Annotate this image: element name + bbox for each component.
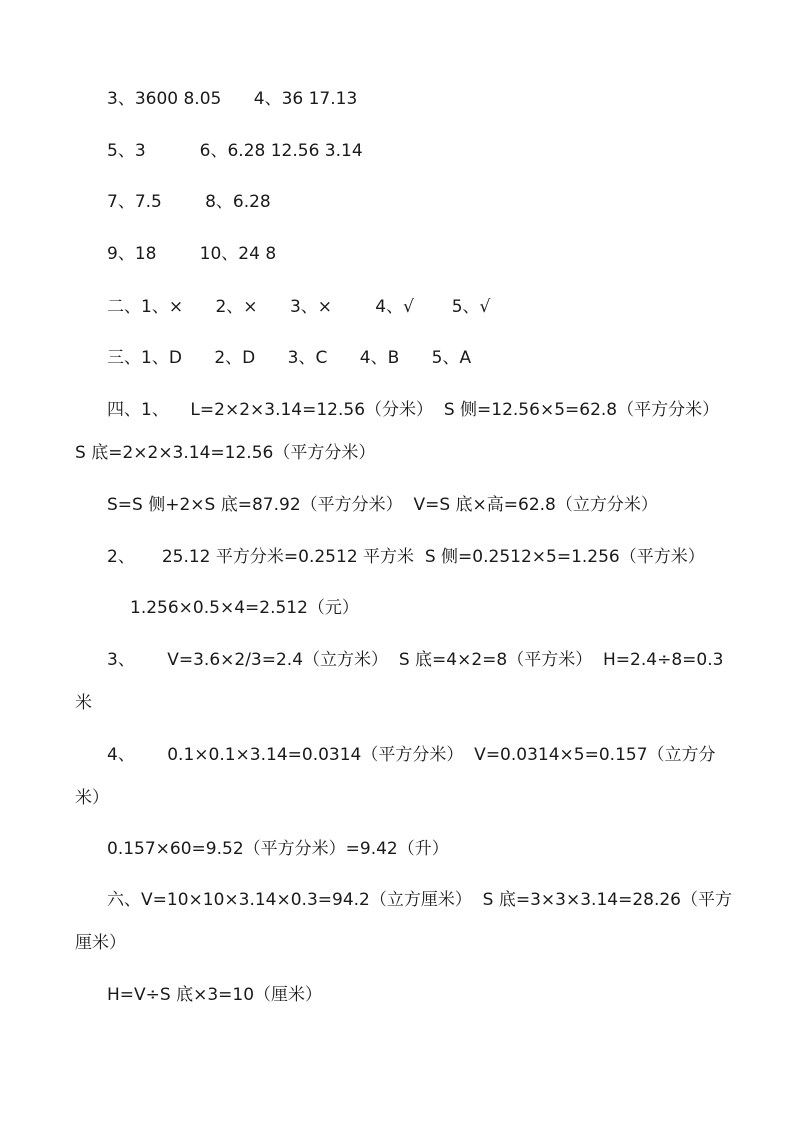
answer-line-17: 六、V=10×10×3.14×0.3=94.2（立方厘米） S 底=3×3×3.14=28.26（平方: [107, 890, 732, 910]
answer-line-1: 3、3600 8.05 4、36 17.13: [107, 89, 358, 109]
answer-line-5: 二、1、× 2、× 3、× 4、√ 5、√: [107, 297, 491, 317]
answer-line-4: 9、18 10、24 8: [107, 244, 277, 264]
answer-line-18: 厘米）: [75, 933, 126, 953]
answer-line-6: 三、1、D 2、D 3、C 4、B 5、A: [107, 348, 472, 368]
answer-line-19: H=V÷S 底×3=10（厘米）: [107, 985, 323, 1005]
answer-line-9: S=S 侧+2×S 底=87.92（平方分米） V=S 底×高=62.8（立方分米）: [107, 495, 658, 515]
answer-line-13: 米: [75, 693, 92, 713]
answer-line-10: 2、 25.12 平方分米=0.2512 平方米 S 侧=0.2512×5=1.256（平方米）: [107, 547, 705, 567]
answer-line-3: 7、7.5 8、6.28: [107, 192, 271, 212]
answer-line-14: 4、 0.1×0.1×3.14=0.0314（平方分米） V=0.0314×5=0.157（立方分: [107, 745, 716, 765]
answer-line-2: 5、3 6、6.28 12.56 3.14: [107, 141, 363, 161]
answer-line-7: 四、1、 L=2×2×3.14=12.56（分米） S 侧=12.56×5=62.8（平方分米）: [107, 400, 720, 420]
answer-line-11: 1.256×0.5×4=2.512（元）: [130, 598, 359, 618]
answer-line-12: 3、 V=3.6×2/3=2.4（立方米） S 底=4×2=8（平方米） H=2.4÷8=0.3: [107, 650, 724, 670]
answer-line-8: S 底=2×2×3.14=12.56（平方分米）: [75, 443, 376, 463]
answer-line-16: 0.157×60=9.52（平方分米）=9.42（升）: [107, 839, 449, 859]
answer-line-15: 米）: [75, 788, 109, 808]
